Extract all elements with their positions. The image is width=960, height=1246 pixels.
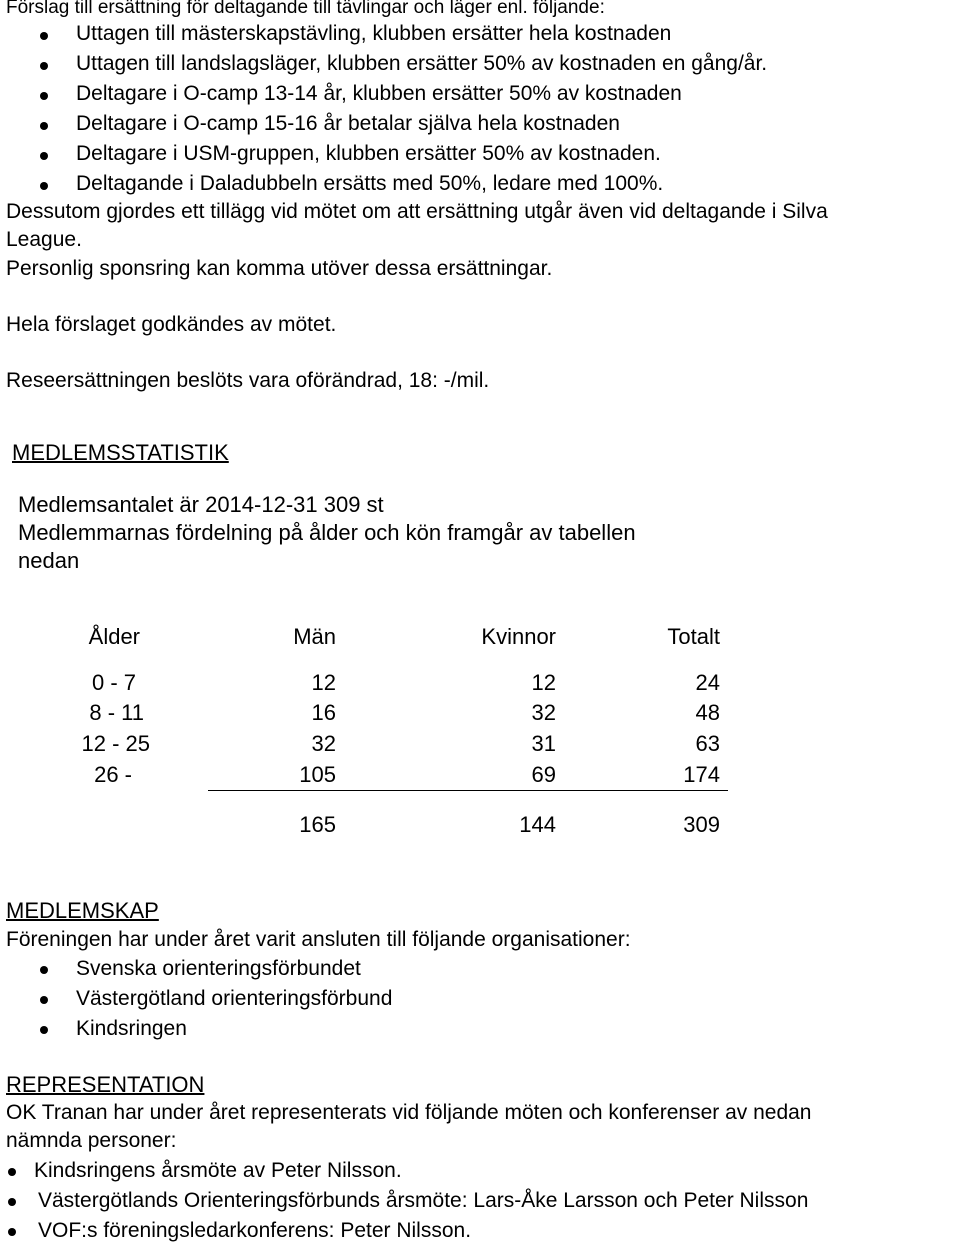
list-item: Västergötland orienteringsförbund [76, 987, 393, 1010]
table-cell: 12 [311, 670, 336, 695]
table-cell: 144 [519, 812, 556, 837]
bullet-icon [8, 1198, 16, 1206]
table-cell: 0 - 7 [91, 670, 136, 695]
table-cell: 31 [531, 731, 556, 756]
table-cell: 12 [531, 670, 556, 695]
table-cell: 105 [299, 762, 336, 787]
paragraph: Dessutom gjordes ett tillägg vid mötet om att ersättning utgår även vid deltagande i Silva [6, 200, 828, 223]
list-item: Deltagare i O-camp 13-14 år, klubben ersätter 50% av kostnaden [76, 82, 682, 105]
list-item: Kindsringen [76, 1017, 187, 1040]
bullet-icon [40, 122, 48, 130]
table-cell: 8 - 11 [89, 700, 144, 725]
stats-text: nedan [18, 548, 80, 573]
bullet-icon [8, 1228, 16, 1236]
table-cell: 165 [299, 812, 336, 837]
table-cell: 32 [311, 731, 336, 756]
bullet-icon [40, 1026, 48, 1034]
list-item: VOF:s föreningsledarkonferens: Peter Nilsson. [38, 1219, 472, 1242]
bullet-icon [40, 152, 48, 160]
list-item: Uttagen till landslagsläger, klubben ersätter 50% av kostnaden en gång/år. [76, 52, 768, 75]
table-cell: 32 [531, 700, 556, 725]
list-item: Kindsringens årsmöte av Peter Nilsson. [34, 1159, 402, 1182]
table-cell: 63 [695, 731, 720, 756]
table-header: Totalt [667, 624, 720, 649]
table-cell: 24 [695, 670, 720, 695]
table-divider [208, 790, 728, 791]
bullet-icon [8, 1168, 16, 1176]
bullet-icon [40, 92, 48, 100]
section-heading-statistics: MEDLEMSSTATISTIK [12, 440, 229, 465]
list-item: Deltagare i USM-gruppen, klubben ersätter 50% av kostnaden. [76, 142, 661, 165]
stats-text: Medlemmarnas fördelning på ålder och kön framgår av tabellen [18, 520, 636, 545]
stats-text: Medlemsantalet är 2014-12-31 309 st [18, 492, 384, 517]
table-cell: 16 [311, 700, 336, 725]
representation-text: OK Tranan har under året representerats vid följande möten och konferenser av nedan [6, 1101, 812, 1124]
list-item: Västergötlands Orienteringsförbunds årsmöte: Lars-Åke Larsson och Peter Nilsson [38, 1189, 809, 1212]
bullet-icon [40, 62, 48, 70]
paragraph: Personlig sponsring kan komma utöver dessa ersättningar. [6, 257, 553, 280]
bullet-icon [40, 996, 48, 1004]
list-item: Deltagande i Daladubbeln ersätts med 50%, ledare med 100%. [76, 172, 664, 195]
table-cell: 69 [531, 762, 556, 787]
table-cell: 174 [683, 762, 720, 787]
table-cell: 26 - [94, 762, 132, 787]
table-header: Kvinnor [481, 624, 556, 649]
list-item: Svenska orienteringsförbundet [76, 957, 361, 980]
bullet-icon [40, 32, 48, 40]
table-cell: 309 [683, 812, 720, 837]
table-header: Ålder [88, 624, 140, 649]
table-cell: 12 - 25 [81, 731, 150, 756]
bullet-icon [40, 182, 48, 190]
intro-text: Förslag till ersättning för deltagande till tävlingar och läger enl. följande: [6, 0, 605, 18]
list-item: Deltagare i O-camp 15-16 år betalar själva hela kostnaden [76, 112, 620, 135]
table-header: Män [293, 624, 336, 649]
representation-text: nämnda personer: [6, 1129, 177, 1152]
paragraph: League. [6, 228, 82, 251]
section-heading-membership: MEDLEMSKAP [6, 898, 159, 923]
membership-text: Föreningen har under året varit ansluten till följande organisationer: [6, 928, 631, 951]
table-cell: 48 [695, 700, 720, 725]
paragraph: Hela förslaget godkändes av mötet. [6, 313, 337, 336]
bullet-icon [40, 966, 48, 974]
list-item: Uttagen till mästerskapstävling, klubben ersätter hela kostnaden [76, 22, 672, 45]
section-heading-representation: REPRESENTATION [6, 1072, 205, 1097]
paragraph: Reseersättningen beslöts vara oförändrad, 18: -/mil. [6, 369, 490, 392]
